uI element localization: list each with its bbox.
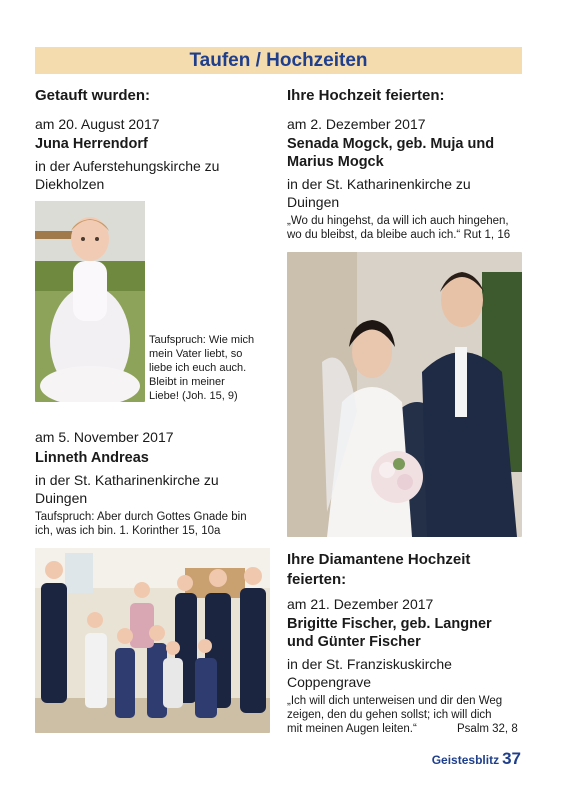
page-number: 37 [502,749,521,768]
weddings-column [287,86,532,242]
wedding-photo [287,252,522,537]
page-banner: Taufen / Hochzeiten [35,47,522,74]
baptisms-column [35,86,275,193]
wedding2-verse-line3-row [287,722,532,736]
wedding1-name-line1: Senada Mogck, geb. Muja und [287,136,495,152]
wedding2-name-line1: Brigitte Fischer, geb. Langner [287,616,492,632]
family-photo-illustration [35,548,270,733]
baby-photo [35,201,145,402]
weddings-heading: Ihre Hochzeit feierten: [287,87,445,104]
baptism1-verse-line5: Liebe! (Joh. 15, 9) [149,390,238,402]
baptism2-verse-line1: Taufspruch: Aber durch Gottes Gnade bin [35,511,247,523]
baptism1-verse-line1: Taufspruch: Wie mich [149,334,255,346]
wedding1-verse-line1: „Wo du hingehst, da will ich auch hingehen, [287,215,509,227]
baptism2-date: am 5. November 2017 [35,429,174,445]
wedding1-name-line2: Marius Mogck [287,154,384,170]
diamond-wedding-block [287,550,532,736]
wedding2-verse-line1: „Ich will dich unterweisen und dir den Weg [287,695,503,707]
wedding-photo-illustration [287,252,522,537]
baptism2-place-line2: Duingen [35,490,88,506]
wedding2-name-line2: und Günter Fischer [287,634,421,650]
wedding2-verse-line2: zeigen, den du gehen sollst; ich will dich [287,709,492,721]
family-photo [35,548,270,733]
wedding2-verse-ref: Psalm 32, 8 [457,723,518,735]
baptism2-name: Linneth Andreas [35,450,149,466]
footer-brand: Geistesblitz [431,753,500,767]
page-footer [432,749,521,769]
diamond-heading-line1: Ihre Diamantene Hochzeit [287,551,471,568]
baptism2-place-line1: in der St. Katharinenkirche zu [35,472,219,488]
wedding2-place-line2: Coppengrave [287,674,372,690]
baptism1-verse-line2: mein Vater liebt, so [149,348,243,360]
baby-photo-illustration [35,201,145,402]
diamond-heading-line2: feierten: [287,571,347,588]
wedding2-verse-line3: mit meinen Augen leiten.“ [287,723,417,735]
baptism2-verse-line2: ich, was ich bin. 1. Korinther 15, 10a [35,525,221,537]
wedding1-place-line1: in der St. Katharinenkirche zu [287,176,471,192]
wedding1-verse-line2: wo du bleibst, da bleibe auch ich.“ Rut 1, 16 [287,229,511,241]
wedding1-place-line2: Duingen [287,194,340,210]
baptism2-block [35,428,280,538]
baptism1-verse [149,333,279,403]
wedding2-place-line1: in der St. Franziskuskirche [287,656,452,672]
wedding1-date: am 2. Dezember 2017 [287,116,426,132]
baptism1-place-line1: in der Auferstehungskirche zu [35,158,220,174]
baptisms-heading: Getauft wurden: [35,87,150,104]
baptism1-name: Juna Herrendorf [35,136,148,152]
baptism1-place-line2: Diekholzen [35,176,105,192]
wedding2-date: am 21. Dezember 2017 [287,596,434,612]
baptism1-verse-line4: Bleibt in meiner [149,376,225,388]
baptism1-date: am 20. August 2017 [35,116,160,132]
baptism1-verse-line3: liebe ich euch auch. [149,362,247,374]
